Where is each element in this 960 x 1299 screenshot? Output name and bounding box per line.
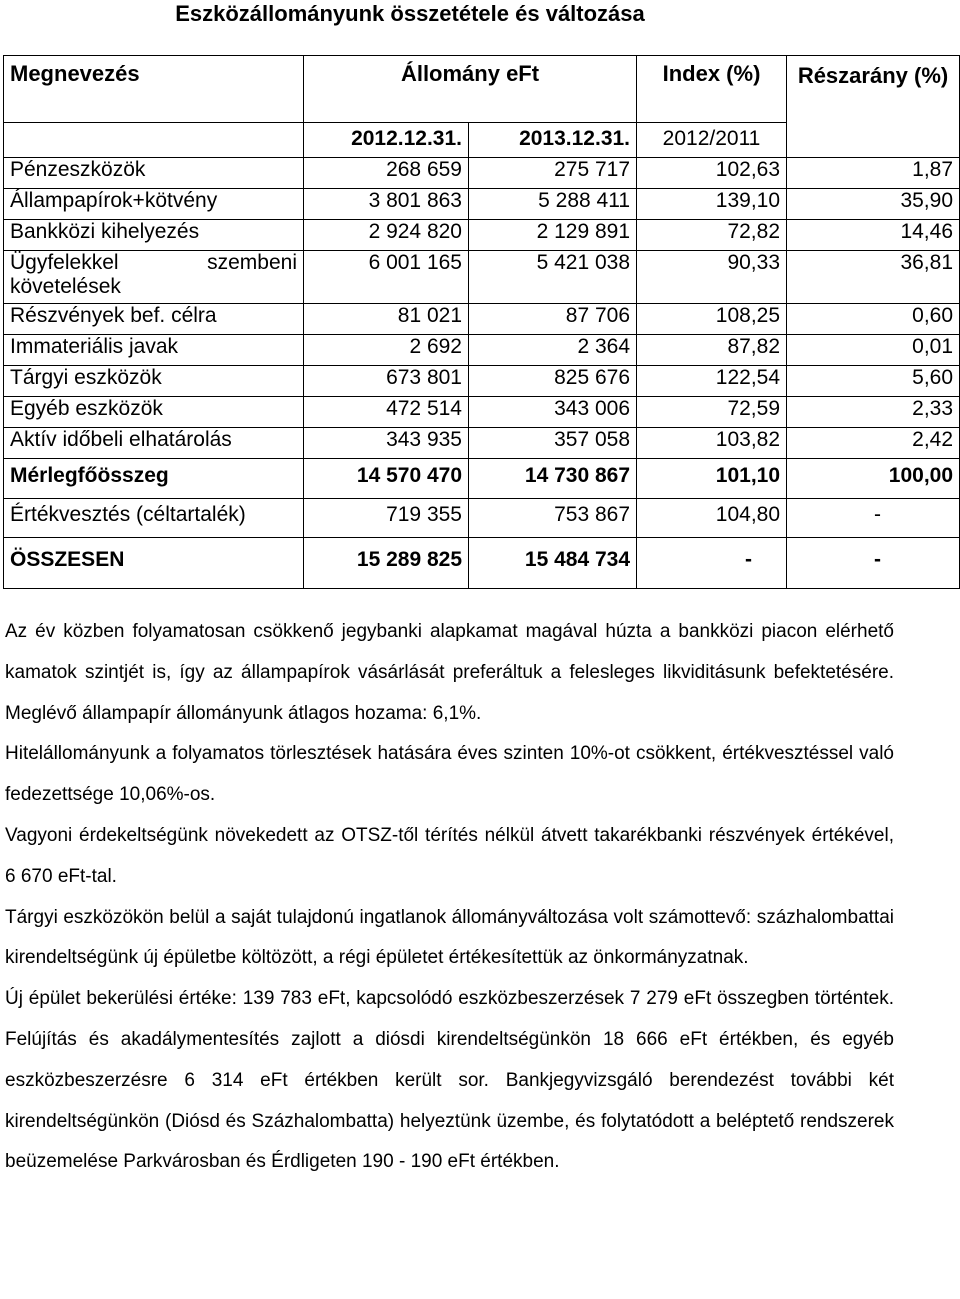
row-2012: 2 924 820 [304,220,469,251]
row-2012: 81 021 [304,304,469,335]
row-name: Tárgyi eszközök [4,366,304,397]
row-share: 2,42 [787,428,960,459]
page-title [0,0,960,28]
row-name: Bankközi kihelyezés [4,220,304,251]
header-name: Megnevezés [4,56,304,123]
row-2013: 2 129 891 [469,220,637,251]
row-index: 102,63 [637,158,787,189]
row-index: 87,82 [637,335,787,366]
row-2012: 343 935 [304,428,469,459]
table-row [4,335,960,366]
paragraph: Tárgyi eszközökön belül a saját tulajdonú ingatlanok állományváltozása volt számottevő: százhalombattai kirendeltségünk új épületbe költözött, a régi épületet értékesítettük az önkormányzatnak. [5,906,894,969]
paragraph: Új épület bekerülési értéke: 139 783 eFt, kapcsolódó eszközbeszerzések 7 279 eFt összegben történtek. Felújítás és akadálymentesítés zajlott a diósdi kirendeltségünkön 18 666 eFt értékben, és egyéb eszközbeszerzésre 6 314 eFt értékben került sor. Bankjegyvizsgáló berendezést további két kirendeltségünkön (Diósd és Százhalombatta) helyeztünk üzembe, és folytatódott a beléptető rendszerek beüzemelése Parkvárosban és Érdligeten 190 - 190 eFt értékben. [5,988,894,1173]
header-stock: Állomány eFt [304,56,637,123]
row-2013: 357 058 [469,428,637,459]
impairment-name: Értékvesztés (céltartalék) [4,499,304,538]
row-share: 14,46 [787,220,960,251]
row-name: Ügyfelekkel szembeni követelések [4,251,304,304]
impairment-2012: 719 355 [304,499,469,538]
header-share: Részarány (%) [787,56,960,158]
table-row [4,304,960,335]
row-name: Immateriális javak [4,335,304,366]
grand-total-index: - [637,538,787,589]
row-name: Pénzeszközök [4,158,304,189]
header-index: Index (%) [637,56,787,123]
paragraph: Vagyoni érdekeltségünk növekedett az OTSZ-től térítés nélkül átvett takarékbanki részvények értékével, 6 670 eFt-tal. [5,824,894,887]
asset-table [3,55,960,589]
header-year-2013: 2013.12.31. [469,123,637,158]
row-2012: 673 801 [304,366,469,397]
row-index: 72,82 [637,220,787,251]
row-index: 72,59 [637,397,787,428]
table-row [4,220,960,251]
row-2013: 825 676 [469,366,637,397]
row-share: 36,81 [787,251,960,304]
row-share: 5,60 [787,366,960,397]
grand-total-2013: 15 484 734 [469,538,637,589]
header-index-period: 2012/2011 [637,123,787,158]
paragraph: Az év közben folyamatosan csökkenő jegybanki alapkamat magával húzta a bankközi piacon elérhető kamatok szintjét is, így az állampapírok vásárlását preferáltuk a felesleges likviditásunk befektetésére. Meglévő állampapír állományunk átlagos hozama: 6,1%. [5,621,894,724]
row-index: 139,10 [637,189,787,220]
grand-total-name: ÖSSZESEN [4,538,304,589]
row-2012: 6 001 165 [304,251,469,304]
impairment-share: - [787,499,960,538]
body-text [5,612,894,1183]
grand-total-share: - [787,538,960,589]
impairment-row [4,499,960,538]
table-row [4,428,960,459]
row-2013: 87 706 [469,304,637,335]
paragraph: Hitelállományunk a folyamatos törlesztések hatására éves szinten 10%-ot csökkent, értékvesztéssel való fedezettsége 10,06%-os. [5,743,894,806]
table-row [4,251,960,304]
grand-total-row [4,538,960,589]
row-2013: 5 288 411 [469,189,637,220]
balance-total-row [4,459,960,499]
row-share: 0,01 [787,335,960,366]
row-2013: 5 421 038 [469,251,637,304]
row-share: 35,90 [787,189,960,220]
impairment-index: 104,80 [637,499,787,538]
row-index: 108,25 [637,304,787,335]
balance-total-name: Mérlegfőösszeg [4,459,304,499]
row-name: Állampapírok+kötvény [4,189,304,220]
row-name: Részvények bef. célra [4,304,304,335]
impairment-2013: 753 867 [469,499,637,538]
table-row [4,189,960,220]
grand-total-2012: 15 289 825 [304,538,469,589]
row-2013: 2 364 [469,335,637,366]
header-empty-cell [4,123,304,158]
row-2012: 2 692 [304,335,469,366]
table-row [4,366,960,397]
row-index: 103,82 [637,428,787,459]
table-header-row [4,56,960,123]
row-index: 90,33 [637,251,787,304]
row-share: 1,87 [787,158,960,189]
table-row [4,158,960,189]
balance-total-2013: 14 730 867 [469,459,637,499]
header-year-2012: 2012.12.31. [304,123,469,158]
row-2013: 275 717 [469,158,637,189]
row-name: Egyéb eszközök [4,397,304,428]
balance-total-2012: 14 570 470 [304,459,469,499]
table-row [4,397,960,428]
page-title-text: Eszközállományunk összetétele és változása [175,1,645,26]
row-share: 0,60 [787,304,960,335]
row-index: 122,54 [637,366,787,397]
row-share: 2,33 [787,397,960,428]
row-2012: 268 659 [304,158,469,189]
row-2013: 343 006 [469,397,637,428]
row-2012: 3 801 863 [304,189,469,220]
balance-total-index: 101,10 [637,459,787,499]
row-name: Aktív időbeli elhatárolás [4,428,304,459]
row-2012: 472 514 [304,397,469,428]
balance-total-share: 100,00 [787,459,960,499]
